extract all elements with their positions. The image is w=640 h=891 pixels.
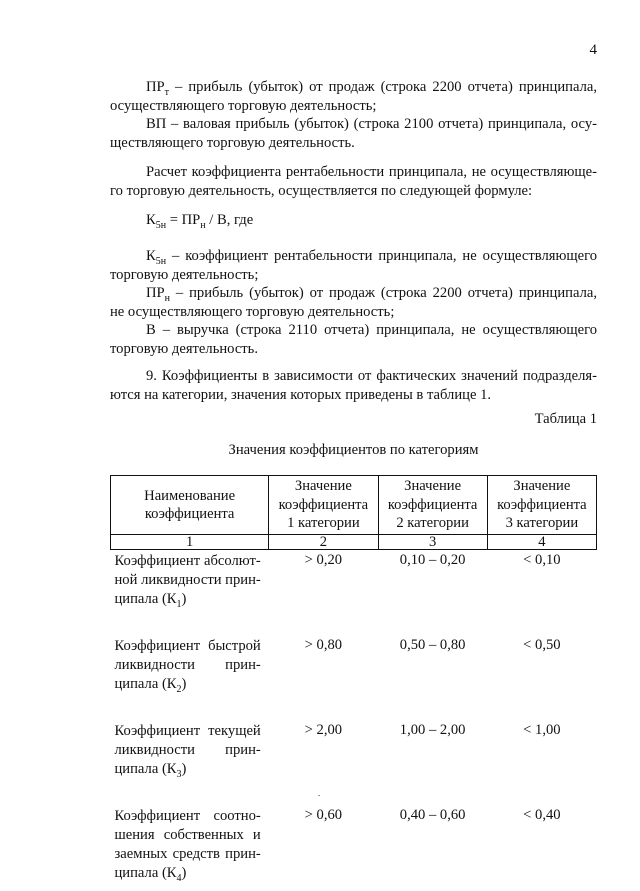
paragraph-variable-definitions [110,247,597,358]
text-line: $К_{5н}$ – коэффициент рентабельности принципала, не осуществляющего [146,248,597,267]
coefficient-name: Коэффициент абсолют- ной ликвидности прин- ципала $(К_1)$ [114,553,261,610]
value-category-2: 0,40 – 0,60 [399,807,466,823]
value-category-2: 0,50 – 0,80 [399,637,466,653]
value-category-3: < 0,40 [523,807,561,823]
text-line: ВП – валовая прибыль (убыток) (строка 2100 отчета) принципала, осу- [146,116,597,132]
text-line: торговую деятельность; [110,266,259,283]
table-row [111,550,597,610]
text-line: го торговую деятельность, осуществляется по следующей формуле: [110,182,533,199]
text-line: не осуществляющего торговую деятельность; [110,303,395,320]
table-header-row [111,476,597,535]
value-category-1: > 0,60 [304,807,343,823]
formula: $К_{5н} = ПР_н / В$, где [146,212,254,231]
paragraph-formula-intro [110,163,597,200]
value-category-2: 0,10 – 0,20 [399,552,466,568]
column-number-row [111,535,597,550]
row-spacer [111,694,597,720]
column-number: 4 [487,535,596,550]
header-coefficient-name: Наименование коэффициента [111,476,269,535]
coefficient-name: Коэффициент соотно- шения собственных и заемных средств прин- ципала $(К_4)$ [114,808,261,884]
value-category-2: 1,00 – 2,00 [399,722,466,738]
value-category-1: > 2,00 [304,722,343,738]
header-category-2: Значение коэффициента 2 категории [378,476,487,535]
scan-speck [318,795,320,796]
value-category-3: < 0,10 [523,552,561,568]
page-number: 4 [589,42,597,58]
value-category-1: > 0,20 [304,552,343,568]
table-row [111,805,597,883]
text-line: ществляющего торговую деятельность. [110,134,355,151]
text-line: $ПР_н$ – прибыль (убыток) от продаж (строка 2200 отчета) принципала, [146,285,597,304]
paragraph-item-9 [110,367,597,404]
coefficient-name: Коэффициент текущей ликвидности прин- ципала $(К_3)$ [114,723,261,780]
value-category-3: < 1,00 [523,722,561,738]
column-number: 2 [269,535,378,550]
text-line: торговую деятельность. [110,340,258,357]
text-line: осуществляющего торговую деятельность; [110,97,377,114]
text-line: ются на категории, значения которых приведены в таблице 1. [110,386,492,403]
table-row [111,635,597,694]
table-label: Таблица 1 [534,411,597,427]
column-number: 3 [378,535,487,550]
row-spacer [111,779,597,805]
coefficient-name: Коэффициент быстрой ликвидности прин- ципала $(К_2)$ [114,638,261,695]
column-number: 1 [111,535,269,550]
text-line: Расчет коэффициента рентабельности принципала, не осуществляюще- [146,164,597,180]
text-line: $ПР_т$ – прибыль (убыток) от продаж (строка 2200 отчета) принципала, [146,79,597,98]
header-category-3: Значение коэффициента 3 категории [487,476,596,535]
text-line: 9. Коэффициенты в зависимости от фактических значений подразделя- [146,368,597,384]
coefficients-table [110,475,597,883]
table-title: Значения коэффициентов по категориям [228,442,479,458]
value-category-3: < 0,50 [523,637,561,653]
table-row [111,720,597,779]
paragraph-pr-t-definition [110,78,597,152]
text-line: В – выручка (строка 2110 отчета) принципала, не осуществляющего [146,322,597,338]
value-category-1: > 0,80 [304,637,343,653]
row-spacer [111,609,597,635]
header-category-1: Значение коэффициента 1 категории [269,476,378,535]
